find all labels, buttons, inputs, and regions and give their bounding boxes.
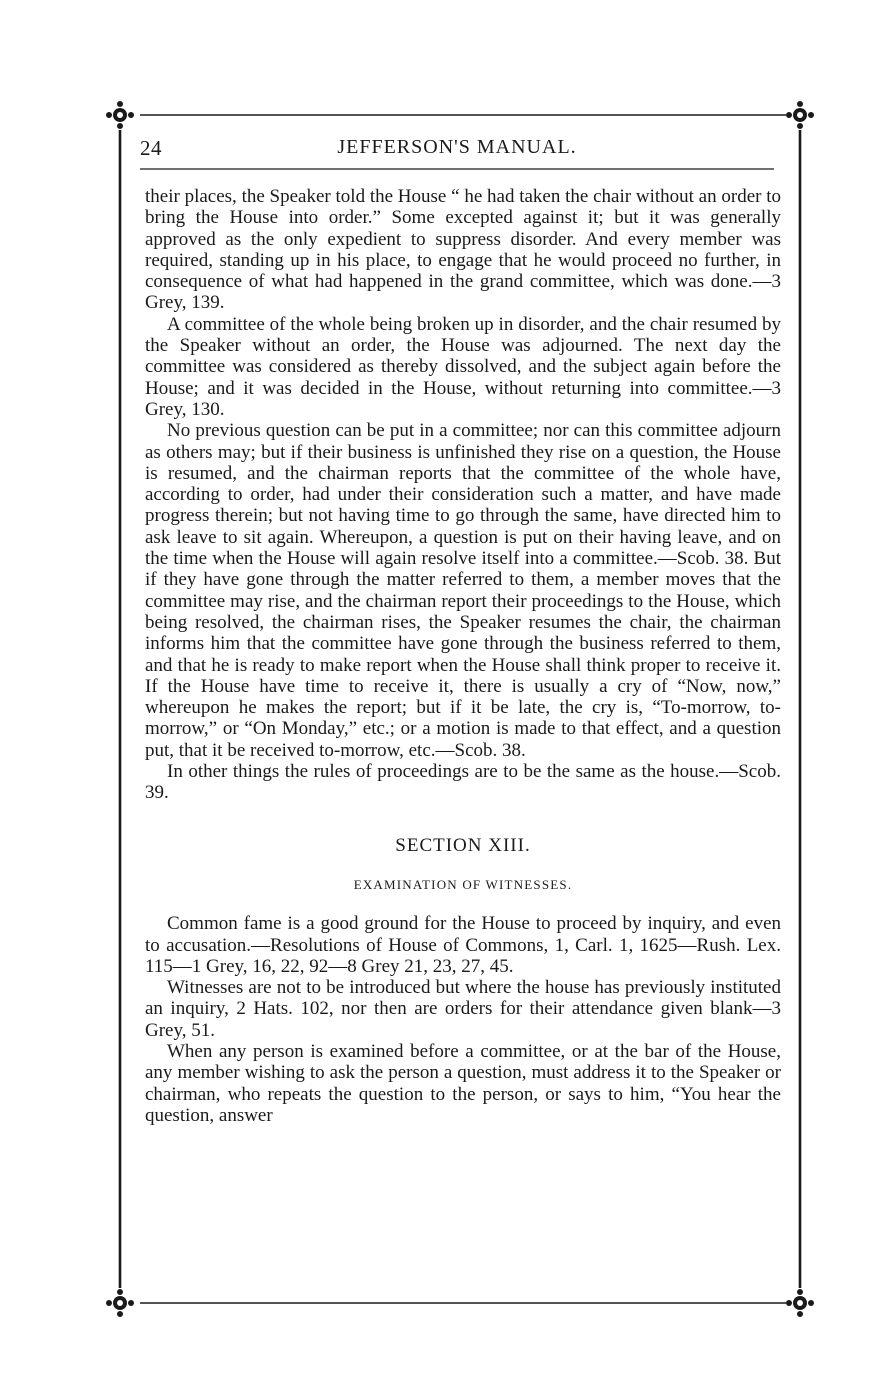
page-header <box>140 136 774 164</box>
paragraph: A committee of the whole being broken up in disorder, and the chair resumed by the Speaker without an order, the House was adjourned. The next day the committee was considered as thereby dissolved, and the subject again before the House; and it was decided in the House, without returning into committee.—3 Grey, 130. <box>145 313 781 420</box>
paragraph: No previous question can be put in a committee; nor can this committee adjourn as others may; but if their business is unfinished they rise on a question, the House is resumed, and the chairman reports that the committee of the whole have, according to order, had under their consideration such a matter, and have made progress therein; but not having time to go through the same, have directed him to ask leave to sit again. Whereupon, a question is put on their having leave, and on the time when the House will again resolve itself into a committee.—Scob. 38. But if they have gone through the matter referred to them, a member moves that the committee may rise, and the chairman report their proceedings to the House, which being resolved, the chairman rises, the Speaker resumes the chair, the chairman informs him that the committee have gone through the business referred to them, and that he is ready to make report when the House shall think proper to receive it. If the House have time to receive it, there is usually a cry of “Now, now,” whereupon he makes the report; but if it be late, the cry is, “To-morrow, to-morrow,” or “On Monday,” etc.; or a motion is made to that effect, and a question put, that it be received to-morrow, etc.—Scob. 38. <box>145 420 781 761</box>
ornament-bottom-right-icon <box>786 1289 814 1317</box>
page-number: 24 <box>140 136 162 160</box>
paragraph: Common fame is a good ground for the House to proceed by inquiry, and even to accusation.—Resolutions of House of Commons, 1, Carl. 1, 1625—Rush. Lex. 115—1 Grey, 16, 22, 92—8 Grey 21, 23, 27, 45. <box>145 913 781 977</box>
ornament-bottom-left-icon <box>106 1289 134 1317</box>
paragraph: In other things the rules of proceedings are to be the same as the house.—Scob. 39. <box>145 761 781 804</box>
paragraph: When any person is examined before a committee, or at the bar of the House, any member wishing to ask the person a question, must address it to the Speaker or chairman, who repeats the question to the person, or says to him, “You hear the question, answer <box>145 1040 781 1126</box>
paragraph: Witnesses are not to be introduced but where the house has previously instituted an inquiry, 2 Hats. 102, nor then are orders for their attendance given blank—3 Grey, 51. <box>145 977 781 1041</box>
paragraph: their places, the Speaker told the House “ he had taken the chair without an order to bring the House into order.” Some excepted against it; but it was generally approved as the only expedient to suppress disorder. And every member was required, standing up in his place, to engage that he would proceed no further, in consequence of what had happened in the grand committee, which was done.—3 Grey, 139. <box>145 186 781 314</box>
section-subheading: EXAMINATION OF WITNESSES. <box>353 876 573 892</box>
section-heading: SECTION XIII. <box>395 834 531 856</box>
ornament-top-right-icon <box>786 101 814 129</box>
running-title: JEFFERSON'S MANUAL. <box>337 136 577 158</box>
ornament-top-left-icon <box>106 101 134 129</box>
page-body <box>145 186 781 1126</box>
